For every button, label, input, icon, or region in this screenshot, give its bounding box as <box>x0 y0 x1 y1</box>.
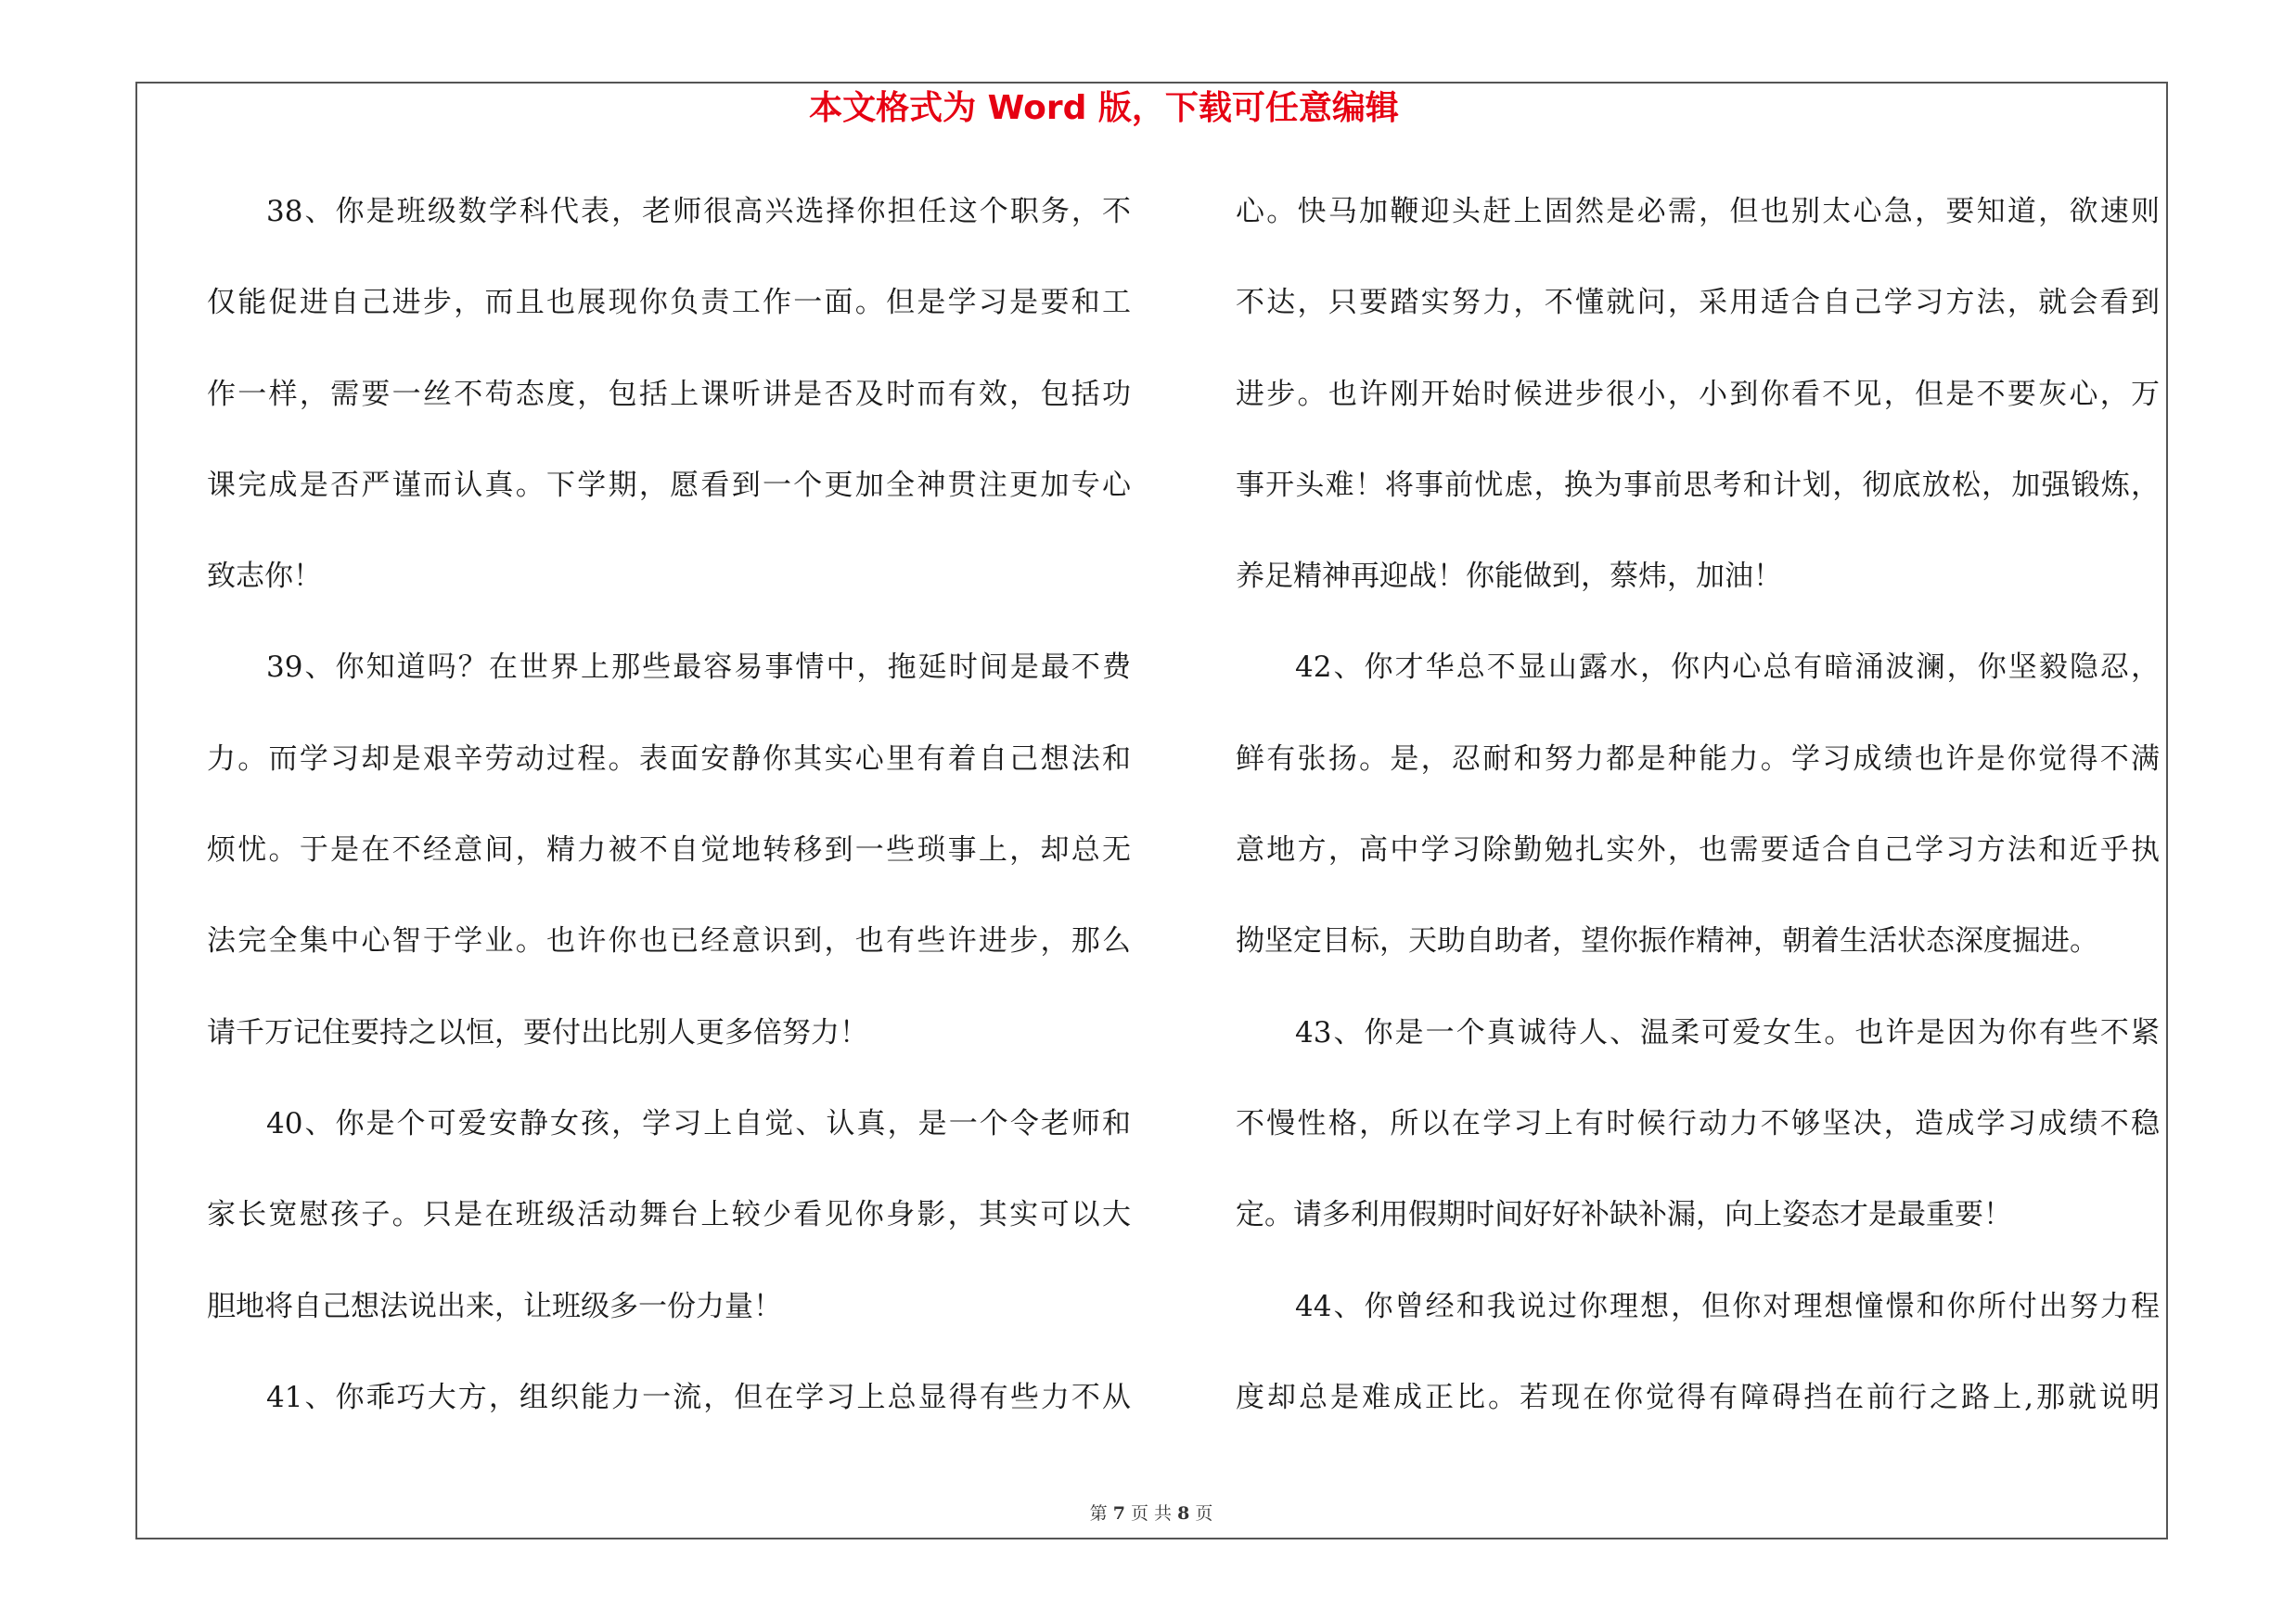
paragraph-line: 不达，只要踏实努力，不懂就问，采用适合自己学习方法，就会看到 <box>1236 286 2160 320</box>
paragraph-line: 致志你！ <box>207 560 322 594</box>
paragraph-first-line: 41、你乖巧大方，组织能力一流，但在学习上总显得有些力不从 <box>266 1380 1131 1414</box>
paragraph-line: 不慢性格，所以在学习上有时候行动力不够坚决，造成学习成绩不稳 <box>1236 1106 2160 1140</box>
paragraph-first-line: 40、你是个可爱安静女孩，学习上自觉、认真，是一个令老师和 <box>266 1106 1131 1140</box>
paragraph-line: 仅能促进自己进步，而且也展现你负责工作一面。但是学习是要和工 <box>207 286 1131 320</box>
page-number-total: 8 <box>1177 1503 1190 1524</box>
page-number-current: 7 <box>1112 1503 1125 1524</box>
paragraph-first-line: 44、你曾经和我说过你理想，但你对理想憧憬和你所付出努力程 <box>1295 1289 2160 1323</box>
footer-prefix: 第 <box>1089 1503 1108 1524</box>
paragraph-first-line: 39、你知道吗？在世界上那些最容易事情中，拖延时间是最不费 <box>266 650 1131 685</box>
paragraph-line: 鲜有张扬。是，忍耐和努力都是种能力。学习成绩也许是你觉得不满 <box>1236 741 2160 776</box>
paragraph-line: 养足精神再迎战！你能做到，蔡炜，加油！ <box>1236 560 1782 594</box>
paragraph-first-line: 43、你是一个真诚待人、温柔可爱女生。也许是因为你有些不紧 <box>1295 1015 2160 1050</box>
paragraph-line: 拗坚定目标，天助自助者，望你振作精神，朝着生活状态深度掘进。 <box>1236 924 2098 959</box>
left-column <box>207 166 1131 1443</box>
paragraph-line: 事开头难！将事前忧虑，换为事前思考和计划，彻底放松，加强锻炼， <box>1236 468 2160 502</box>
paragraph-line: 进步。也许刚开始时候进步很小，小到你看不见，但是不要灰心，万 <box>1236 377 2160 411</box>
paragraph-line: 课完成是否严谨而认真。下学期，愿看到一个更加全神贯注更加专心 <box>207 468 1131 502</box>
paragraph-line: 定。请多利用假期时间好好补缺补漏，向上姿态才是最重要！ <box>1236 1198 2012 1232</box>
paragraph-line: 烦忧。于是在不经意间，精力被不自觉地转移到一些琐事上，却总无 <box>207 833 1131 868</box>
paragraph-line: 力。而学习却是艰辛劳动过程。表面安静你其实心里有着自己想法和 <box>207 741 1131 776</box>
paragraph-line: 请千万记住要持之以恒，要付出比别人更多倍努力！ <box>207 1015 868 1050</box>
paragraph-line: 度却总是难成正比。若现在你觉得有障碍挡在前行之路上,那就说明 <box>1236 1380 2160 1414</box>
paragraph-line: 作一样，需要一丝不苟态度，包括上课听讲是否及时而有效，包括功 <box>207 377 1131 411</box>
right-column <box>1236 166 2160 1443</box>
paragraph-line: 意地方，高中学习除勤勉扎实外，也需要适合自己学习方法和近乎执 <box>1236 833 2160 868</box>
paragraph-first-line: 38、你是班级数学科代表，老师很高兴选择你担任这个职务，不 <box>266 195 1131 228</box>
page-header-title: 本文格式为 Word 版，下载可任意编辑 <box>809 89 1399 127</box>
footer-middle: 页 共 <box>1130 1503 1173 1524</box>
paragraph-line: 胆地将自己想法说出来，让班级多一份力量！ <box>207 1289 782 1323</box>
footer-suffix: 页 <box>1195 1503 1213 1524</box>
paragraph-first-line: 42、你才华总不显山露水，你内心总有暗涌波澜，你坚毅隐忍， <box>1295 650 2160 685</box>
paragraph-line: 法完全集中心智于学业。也许你也已经意识到，也有些许进步，那么 <box>207 924 1131 959</box>
paragraph-line: 家长宽慰孩子。只是在班级活动舞台上较少看见你身影，其实可以大 <box>207 1198 1131 1232</box>
paragraph-line: 心。快马加鞭迎头赶上固然是必需，但也别太心急，要知道，欲速则 <box>1236 195 2160 228</box>
page-footer <box>966 1500 1337 1527</box>
